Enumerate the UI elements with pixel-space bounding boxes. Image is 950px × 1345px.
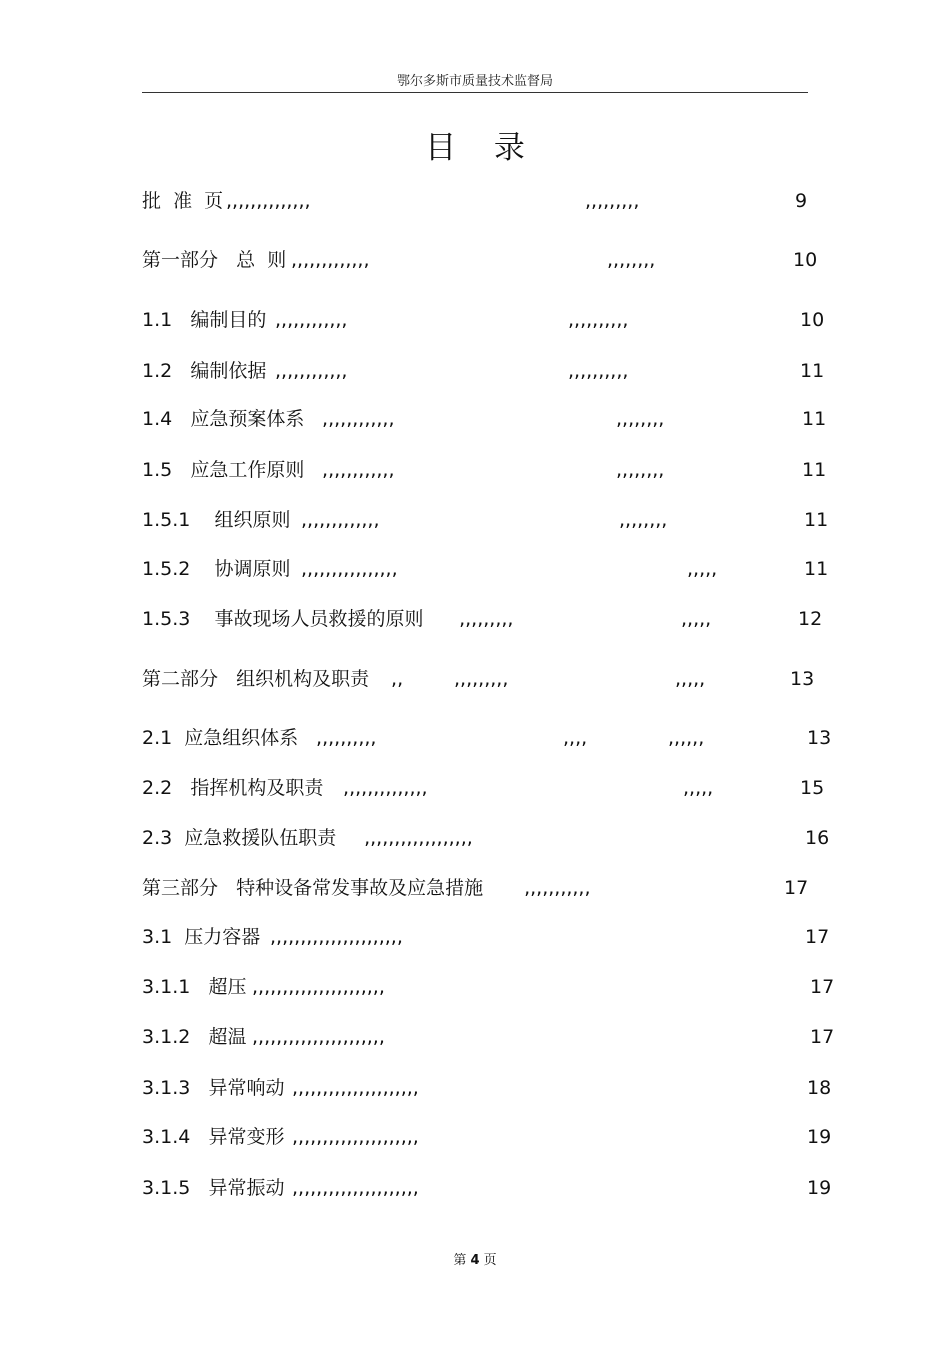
toc-entry-leader: ,,,,,,,,,,,,,,,,,,,,,, — [252, 976, 385, 998]
toc-entry-label: 1.5 应急工作原则 — [142, 459, 305, 481]
toc-entry-page-number: 9 — [795, 190, 808, 212]
toc-entry-leader: ,,,,,,,,,,,,, — [291, 249, 370, 271]
toc-entry-page-number: 19 — [807, 1126, 832, 1148]
toc-entry[interactable] — [0, 723, 950, 753]
toc-entry-label: 2.1 应急组织体系 — [142, 727, 299, 749]
toc-entry-leader: ,,,,, — [681, 608, 712, 630]
toc-entry-label: 3.1.2 超温 — [142, 1026, 247, 1048]
toc-entry-label: 1.4 应急预案体系 — [142, 408, 305, 430]
toc-entry[interactable] — [0, 455, 950, 485]
toc-entry-leader: ,,,,,,,,,, — [568, 360, 629, 382]
page-title: 目 录 — [425, 130, 539, 166]
toc-entry-leader: ,,,,,,,,,,,,,,,,,,,,, — [292, 1177, 419, 1199]
page-footer — [0, 1249, 950, 1268]
toc-entry[interactable] — [0, 1173, 950, 1203]
toc-entry-leader: ,,,,,,,,,,,,,,,,,,,,,, — [270, 926, 403, 948]
toc-entry-leader: ,,,, — [563, 727, 588, 749]
toc-entry-label: 1.5.2 协调原则 — [142, 558, 291, 580]
toc-entry-page-number: 10 — [800, 309, 825, 331]
toc-entry-leader: ,,,,,,,,,,,,,,,,,,,,, — [292, 1077, 419, 1099]
toc-entry-page-number: 13 — [807, 727, 832, 749]
toc-entry[interactable] — [0, 404, 950, 434]
toc-entry-label: 3.1.1 超压 — [142, 976, 247, 998]
toc-entry[interactable] — [0, 554, 950, 584]
toc-entry-leader: ,,,,,,,,,,,, — [275, 309, 348, 331]
toc-entry-page-number: 16 — [805, 827, 830, 849]
toc-entry-label: 第一部分 总 则 — [142, 249, 287, 271]
toc-entry-leader: ,,,,,,,,,, — [310, 727, 377, 749]
toc-entry-leader: ,,,,,,,, — [616, 459, 665, 481]
toc-entry[interactable] — [0, 873, 950, 903]
toc-entry-leader: ,,,,,,,,,,,, — [316, 459, 395, 481]
toc-entry-leader: ,,,,,,,,,,,,,,,,,,,,, — [292, 1126, 419, 1148]
toc-entry-page-number: 18 — [807, 1077, 832, 1099]
toc-entry[interactable] — [0, 972, 950, 1002]
toc-entry-page-number: 11 — [800, 360, 825, 382]
toc-entry-page-number: 11 — [802, 459, 827, 481]
toc-entry-leader: ,,,,,,,,,,,,, — [301, 509, 380, 531]
toc-entry-label: 3.1.4 异常变形 — [142, 1126, 285, 1148]
toc-entry-leader: ,,,,,,,,,, — [568, 309, 629, 331]
toc-entry-leader: ,,,,,,,,,,,, — [316, 408, 395, 430]
toc-entry-label: 批 准 页 — [142, 190, 224, 212]
toc-entry-label: 1.5.3 事故现场人员救援的原则 — [142, 608, 424, 630]
toc-entry-page-number: 17 — [784, 877, 809, 899]
toc-entry-label: 2.3 应急救援队伍职责 — [142, 827, 337, 849]
toc-entry-page-number: 17 — [810, 976, 835, 998]
header-divider — [142, 92, 808, 93]
toc-entry-page-number: 11 — [804, 509, 829, 531]
toc-entry-leader: ,,,,,,,,, — [585, 190, 640, 212]
toc-entry[interactable] — [0, 1122, 950, 1152]
toc-entry-page-number: 13 — [790, 668, 815, 690]
toc-entry-leader: ,, — [385, 668, 404, 690]
toc-entry-leader: ,,,,,,,,,,,,,, — [337, 777, 428, 799]
toc-entry-leader: ,,,,,,,,,,,,,, — [226, 190, 311, 212]
toc-entry-leader: ,,,,, — [687, 558, 718, 580]
toc-entry[interactable] — [0, 1022, 950, 1052]
toc-entry-leader: ,,,,,,,, — [607, 249, 656, 271]
toc-entry-label: 1.5.1 组织原则 — [142, 509, 291, 531]
toc-entry-leader: ,,,,,,,,,,,,,,,, — [301, 558, 398, 580]
toc-entry-page-number: 17 — [805, 926, 830, 948]
header-organization: 鄂尔多斯市质量技术监督局 — [396, 74, 553, 89]
toc-entry-leader: ,,,,,,,,,,,,,,,,,, — [352, 827, 473, 849]
toc-entry-page-number: 11 — [802, 408, 827, 430]
toc-entry[interactable] — [0, 773, 950, 803]
toc-entry-label: 第二部分 组织机构及职责 — [142, 668, 370, 690]
toc-entry-page-number: 10 — [793, 249, 818, 271]
toc-entry-leader: ,,,,, — [683, 777, 714, 799]
toc-entry-leader: ,,,,,,,,, — [454, 668, 509, 690]
toc-entry[interactable] — [0, 505, 950, 535]
toc-entry-page-number: 11 — [804, 558, 829, 580]
toc-entry-label: 3.1 压力容器 — [142, 926, 261, 948]
toc-entry-leader: ,,,,,,,, — [616, 408, 665, 430]
toc-entry[interactable] — [0, 604, 950, 634]
toc-entry-leader: ,,,,, — [675, 668, 706, 690]
toc-entry-leader: ,,,,,,,, — [619, 509, 668, 531]
footer-page-number: 4 — [470, 1253, 480, 1268]
toc-entry-label: 1.1 编制目的 — [142, 309, 267, 331]
toc-entry-page-number: 19 — [807, 1177, 832, 1199]
toc-entry-label: 第三部分 特种设备常发事故及应急措施 — [142, 877, 484, 899]
footer-suffix: 页 — [479, 1253, 497, 1268]
toc-entry-label: 1.2 编制依据 — [142, 360, 267, 382]
toc-entry-leader: ,,,,,,,,,,,, — [275, 360, 348, 382]
toc-entry-label: 3.1.5 异常振动 — [142, 1177, 285, 1199]
toc-entry[interactable] — [0, 823, 950, 853]
toc-entry-page-number: 12 — [798, 608, 823, 630]
toc-entry[interactable] — [0, 664, 950, 694]
toc-entry[interactable] — [0, 356, 950, 386]
toc-entry[interactable] — [0, 1073, 950, 1103]
toc-entry-leader: ,,,,,,,,, — [447, 608, 514, 630]
toc-entry[interactable] — [0, 186, 950, 216]
toc-entry[interactable] — [0, 245, 950, 275]
footer-prefix: 第 — [453, 1253, 471, 1268]
toc-entry-page-number: 17 — [810, 1026, 835, 1048]
toc-entry-leader: ,,,,,, — [668, 727, 705, 749]
toc-entry-label: 3.1.3 异常响动 — [142, 1077, 285, 1099]
toc-entry[interactable] — [0, 305, 950, 335]
toc-entry-label: 2.2 指挥机构及职责 — [142, 777, 324, 799]
toc-entry[interactable] — [0, 922, 950, 952]
toc-entry-page-number: 15 — [800, 777, 825, 799]
toc-entry-leader: ,,,,,,,,,,, — [512, 877, 591, 899]
toc-entry-leader: ,,,,,,,,,,,,,,,,,,,,,, — [252, 1026, 385, 1048]
